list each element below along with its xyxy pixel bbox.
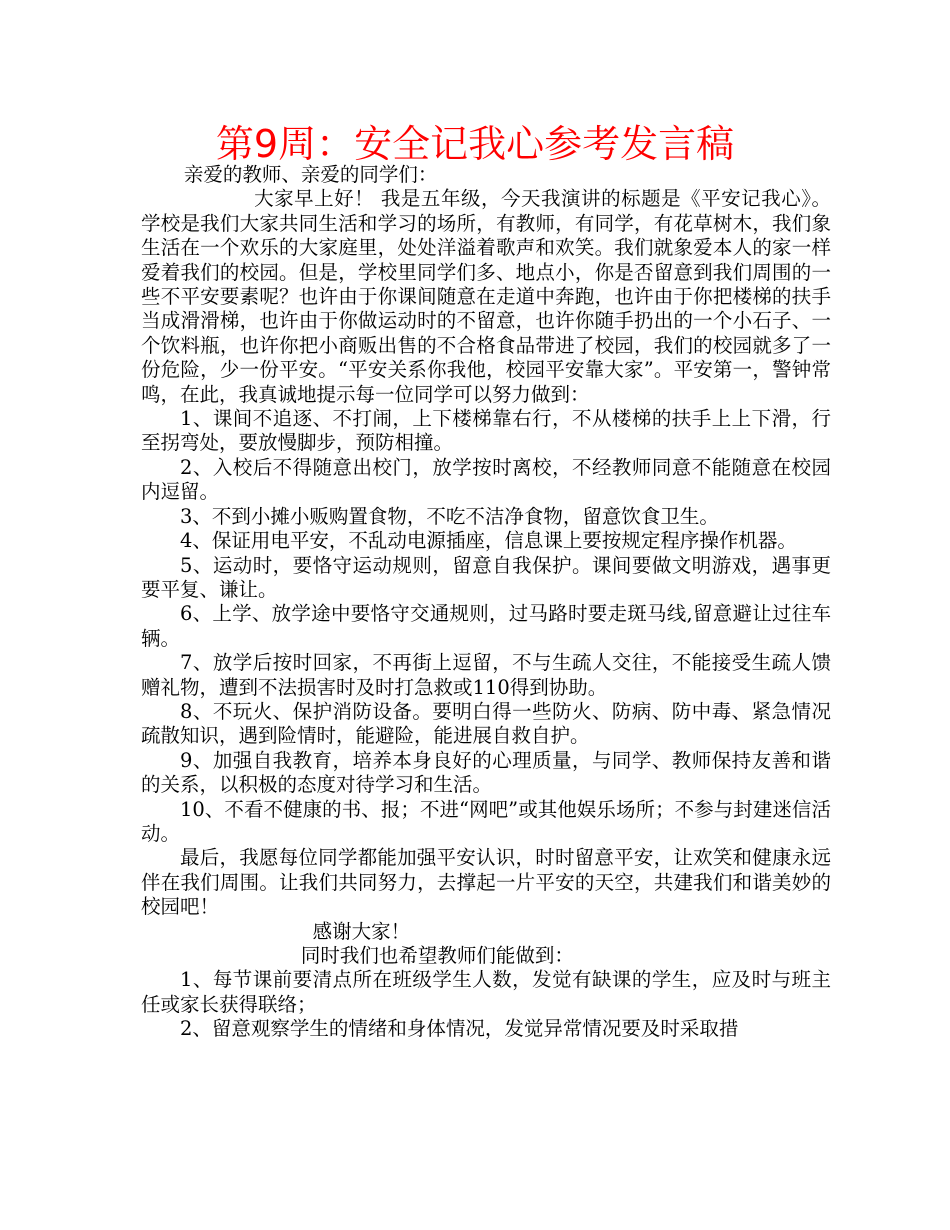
student-rule: 2、入校后不得随意出校门，放学按时离校，不经教师同意不能随意在校园内逗留。	[141, 455, 831, 504]
salutation: 亲爱的教师、亲爱的同学们：	[183, 163, 438, 186]
student-rule: 4、保证用电平安，不乱动电源插座，信息课上要按规定程序操作机器。	[180, 529, 797, 553]
closing-paragraph: 最后，我愿每位同学都能加强平安认识，时时留意平安，让欢笑和健康永远伴在我们周围。让我们共同努力，去撑起一片平安的天空，共建我们和谐美妙的校园吧！	[141, 846, 831, 919]
teacher-intro: 同时我们也希望教师们能做到：	[300, 944, 574, 967]
document-body	[141, 163, 831, 1042]
student-rule: 3、不到小摊小贩购置食物，不吃不洁净食物，留意饮食卫生。	[180, 504, 719, 528]
teacher-rule: 2、留意观察学生的情绪和身体情况，发觉异常情况要及时采取措	[180, 1017, 739, 1041]
student-rule: 9、加强自我教育，培养本身良好的心理质量，与同学、教师保持友善和谐的关系，以积极的态度对待学习和生活。	[141, 748, 831, 797]
intro-paragraph: 大家早上好！ 我是五年级，今天我演讲的标题是《平安记我心》。学校是我们大家共同生活和学习的场所，有教师，有同学，有花草树木，我们象生活在一个欢乐的大家庭里，处处洋溢着歌声和欢笑。我们就象爱本人的家一样爱着我们的校园。但是，学校里同学们多、地点小，你是否留意到我们周围的一些不平安要素呢？也许由于你课间随意在走道中奔跑，也许由于你把楼梯的扶手当成滑滑梯，也许由于你做运动时的不留意，也许你随手扔出的一个小石子、一个饮料瓶，也许你把小商贩出售的不合格食品带进了校园，我们的校园就多了一份危险，少一份平安。“平安关系你我他，校园平安靠大家”。平安第一，警钟常鸣，在此，我真诚地提示每一位同学可以努力做到：	[141, 187, 831, 406]
thanks-line: 感谢大家！	[312, 919, 411, 943]
student-rule: 10、不看不健康的书、报；不进“网吧”或其他娱乐场所；不参与封建迷信活动。	[141, 797, 831, 845]
teacher-rule: 1、每节课前要清点所在班级学生人数，发觉有缺课的学生，应及时与班主任或家长获得联络；	[141, 968, 831, 1016]
student-rule: 5、运动时，要恪守运动规则，留意自我保护。课间要做文明游戏，遇事更要平复、谦让。	[141, 553, 831, 601]
document-title: 第9周：安全记我心参考发言稿	[215, 122, 735, 166]
student-rule: 1、课间不追逐、不打闹，上下楼梯靠右行，不从楼梯的扶手上上下滑，行至拐弯处，要放慢脚步，预防相撞。	[141, 407, 831, 455]
student-rule: 8、不玩火、保护消防设备。要明白得一些防火、防病、防中毒、紧急情况疏散知识，遇到险情时，能避险，能进展自救自护。	[141, 699, 831, 748]
student-rule: 6、上学、放学途中要恪守交通规则，过马路时要走斑马线,留意避让过往车辆。	[141, 602, 831, 650]
student-rule: 7、放学后按时回家，不再街上逗留，不与生疏人交往，不能接受生疏人馈赠礼物，遭到不法损害时及时打急救或110得到协助。	[141, 651, 831, 699]
